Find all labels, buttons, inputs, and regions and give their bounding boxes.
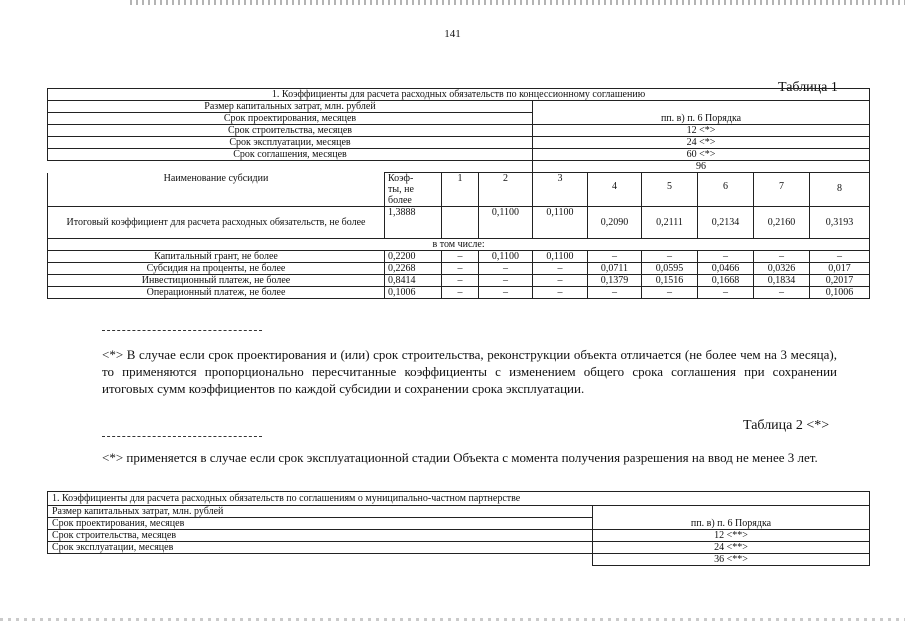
row-label: Инвестиционный платеж, не более [48, 275, 385, 287]
total-value: 0,2090 [588, 207, 642, 239]
scan-artifact-bottom [0, 618, 905, 621]
row-value: 0,0466 [698, 263, 754, 275]
row-value: 0,1100 [533, 251, 588, 263]
row-value: 0,1006 [810, 287, 870, 299]
row-value: – [479, 263, 533, 275]
table-row [48, 263, 870, 275]
col-header: 6 [698, 173, 754, 207]
col-header-coef: Коэф- ты, не более [385, 173, 442, 207]
footnote-2 [102, 449, 837, 466]
param-label: Срок строительства, месяцев [48, 125, 533, 137]
total-value: 0,1100 [479, 207, 533, 239]
param-value: 24 <*> [533, 137, 870, 149]
param-value-extra: 36 <**> [593, 554, 870, 566]
param-label: Срок соглашения, месяцев [48, 149, 533, 161]
row-value: 0,0711 [588, 263, 642, 275]
row-value: – [442, 275, 479, 287]
blank-cell [48, 554, 593, 566]
table1-title: 1. Коэффициенты для расчета расходных обязательств по концессионному соглашению [48, 89, 870, 101]
col-header: 1 [442, 173, 479, 207]
row-label: Субсидия на проценты, не более [48, 263, 385, 275]
row-value: – [698, 251, 754, 263]
row-value: 0,2017 [810, 275, 870, 287]
footnote-1 [102, 346, 837, 397]
col-header-name: Наименование субсидии [48, 173, 385, 207]
param-value [593, 506, 870, 518]
row-value: – [533, 263, 588, 275]
row-value: 0,1100 [479, 251, 533, 263]
row-label: Капитальный грант, не более [48, 251, 385, 263]
param-value: пп. в) п. 6 Порядка [533, 113, 870, 125]
col-header: 5 [642, 173, 698, 207]
footnote-separator-2 [102, 436, 262, 437]
table2-title: 1. Коэффициенты для расчета расходных обязательств по соглашениям о муниципально-частном партнерстве [48, 492, 870, 506]
param-label: Срок строительства, месяцев [48, 530, 593, 542]
total-value: 0,3193 [810, 207, 870, 239]
row-value: 0,017 [810, 263, 870, 275]
footnote-2-text: <*> применяется в случае если срок эксплуатационной стадии Объекта с момента получения разрешения на ввод не менее 3 лет. [102, 450, 818, 465]
row-label: Операционный платеж, не более [48, 287, 385, 299]
page-number: 141 [444, 28, 461, 40]
row-value: – [642, 287, 698, 299]
row-coef: 0,2268 [385, 263, 442, 275]
row-value: – [642, 251, 698, 263]
param-value: 12 <*> [533, 125, 870, 137]
row-value: – [442, 251, 479, 263]
table1 [47, 88, 870, 299]
table-row [48, 275, 870, 287]
row-value: 0,0326 [754, 263, 810, 275]
row-coef: 0,2200 [385, 251, 442, 263]
row-value: 0,1379 [588, 275, 642, 287]
table-row [48, 251, 870, 263]
row-value: – [754, 251, 810, 263]
param-label: Размер капитальных затрат, млн. рублей [48, 101, 533, 113]
footnote-1-text: <*> В случае если срок проектирования и (или) срок строительства, реконструкции объекта отличается (не более чем на 3 месяца), то применяются пропорционально пересчитанные коэффициенты с изменением общего срока соглашения при сохранении итоговых сумм коэффициентов по каждой субсидии и сохранении срока эксплуатации. [102, 347, 837, 396]
col-header: 2 [479, 173, 533, 207]
row-value: – [479, 275, 533, 287]
row-value: – [442, 263, 479, 275]
param-label: Размер капитальных затрат, млн. рублей [48, 506, 593, 518]
blank-cell [48, 161, 533, 173]
param-label: Срок проектирования, месяцев [48, 113, 533, 125]
col-header: 8 [810, 173, 870, 207]
total-value: 0,1100 [533, 207, 588, 239]
row-coef: 0,1006 [385, 287, 442, 299]
col-header: 4 [588, 173, 642, 207]
row-value: – [533, 275, 588, 287]
scan-artifact-top [130, 0, 905, 5]
row-value: – [479, 287, 533, 299]
row-value: 0,0595 [642, 263, 698, 275]
row-coef: 0,8414 [385, 275, 442, 287]
col-header: 3 [533, 173, 588, 207]
row-value: 0,1516 [642, 275, 698, 287]
param-label: Срок эксплуатации, месяцев [48, 542, 593, 554]
row-value: – [588, 251, 642, 263]
total-value [442, 207, 479, 239]
table2-caption: Таблица 2 <*> [743, 418, 830, 433]
table1-caption: Таблица 1 [778, 80, 838, 95]
param-label: Срок эксплуатации, месяцев [48, 137, 533, 149]
total-value: 0,2160 [754, 207, 810, 239]
total-label: Итоговый коэффициент для расчета расходных обязательств, не более [48, 207, 385, 239]
param-value [533, 101, 870, 113]
param-value: пп. в) п. 6 Порядка [593, 518, 870, 530]
param-value-extra: 96 [533, 161, 870, 173]
row-value: – [754, 287, 810, 299]
row-value: – [588, 287, 642, 299]
row-value: 0,1668 [698, 275, 754, 287]
total-value: 0,2111 [642, 207, 698, 239]
row-value: – [533, 287, 588, 299]
param-label: Срок проектирования, месяцев [48, 518, 593, 530]
row-value: – [698, 287, 754, 299]
footnote-separator [102, 330, 262, 331]
row-value: – [442, 287, 479, 299]
param-value: 12 <**> [593, 530, 870, 542]
col-header: 7 [754, 173, 810, 207]
total-coef: 1,3888 [385, 207, 442, 239]
total-value: 0,2134 [698, 207, 754, 239]
param-value: 60 <*> [533, 149, 870, 161]
table-row [48, 287, 870, 299]
including-label: в том числе: [48, 239, 870, 251]
row-value: – [810, 251, 870, 263]
row-value: 0,1834 [754, 275, 810, 287]
param-value: 24 <**> [593, 542, 870, 554]
table2 [47, 491, 870, 566]
